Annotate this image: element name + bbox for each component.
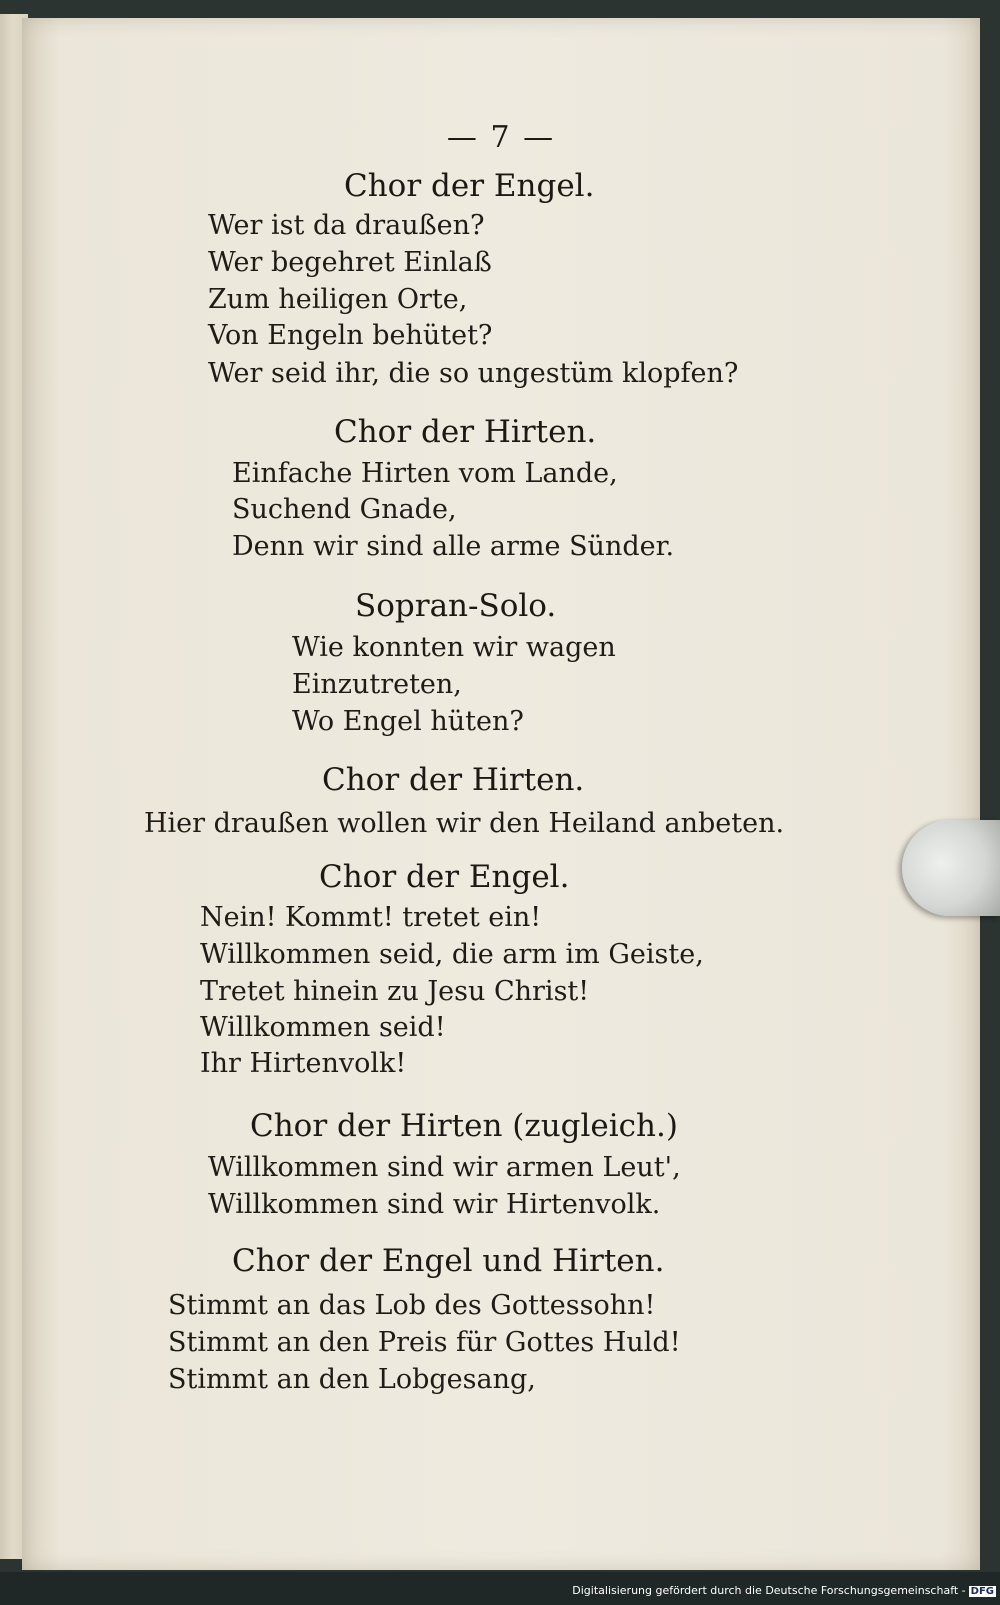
book-page	[22, 18, 980, 1570]
page-number: — 7 —	[446, 120, 556, 155]
section-heading: Chor der Hirten (zugleich.)	[250, 1108, 678, 1144]
verse-line: Hier draußen wollen wir den Heiland anbeten.	[144, 808, 785, 839]
verse-line: Willkommen sind wir Hirtenvolk.	[208, 1189, 661, 1220]
section-heading: Chor der Hirten.	[322, 762, 585, 798]
verse-line: Wer begehret Einlaß	[208, 247, 492, 278]
page-clip	[902, 820, 1000, 916]
section-heading: Chor der Hirten.	[334, 414, 597, 450]
section-heading: Chor der Engel.	[319, 859, 570, 895]
footer-text: Digitalisierung gefördert durch die Deutsche Forschungsgemeinschaft -	[572, 1584, 966, 1597]
verse-line: Stimmt an den Preis für Gottes Huld!	[168, 1327, 681, 1358]
verse-line: Einfache Hirten vom Lande,	[232, 458, 618, 489]
section-heading: Sopran-Solo.	[355, 588, 557, 624]
verse-line: Zum heiligen Orte,	[208, 284, 468, 315]
section-heading: Chor der Engel.	[344, 168, 595, 204]
verse-line: Willkommen seid!	[200, 1012, 446, 1043]
section-heading: Chor der Engel und Hirten.	[232, 1243, 665, 1279]
verse-line: Denn wir sind alle arme Sünder.	[232, 531, 675, 562]
verse-line: Wie konnten wir wagen	[292, 632, 616, 663]
verse-line: Stimmt an den Lobgesang,	[168, 1364, 536, 1395]
verse-line: Willkommen seid, die arm im Geiste,	[200, 939, 704, 970]
dfg-logo: DFG	[970, 1586, 994, 1597]
verse-line: Suchend Gnade,	[232, 494, 457, 525]
verse-line: Wer seid ihr, die so ungestüm klopfen?	[208, 358, 739, 389]
digitization-footer	[0, 1584, 996, 1597]
verse-line: Nein! Kommt! tretet ein!	[200, 902, 542, 933]
verse-line: Stimmt an das Lob des Gottessohn!	[168, 1290, 656, 1321]
verse-line: Willkommen sind wir armen Leut',	[208, 1152, 681, 1183]
verse-line: Ihr Hirtenvolk!	[200, 1048, 407, 1079]
verse-line: Einzutreten,	[292, 669, 462, 700]
verse-line: Wer ist da draußen?	[208, 210, 485, 241]
verse-line: Wo Engel hüten?	[292, 706, 524, 737]
verse-line: Von Engeln behütet?	[208, 320, 493, 351]
verse-line: Tretet hinein zu Jesu Christ!	[200, 976, 590, 1007]
